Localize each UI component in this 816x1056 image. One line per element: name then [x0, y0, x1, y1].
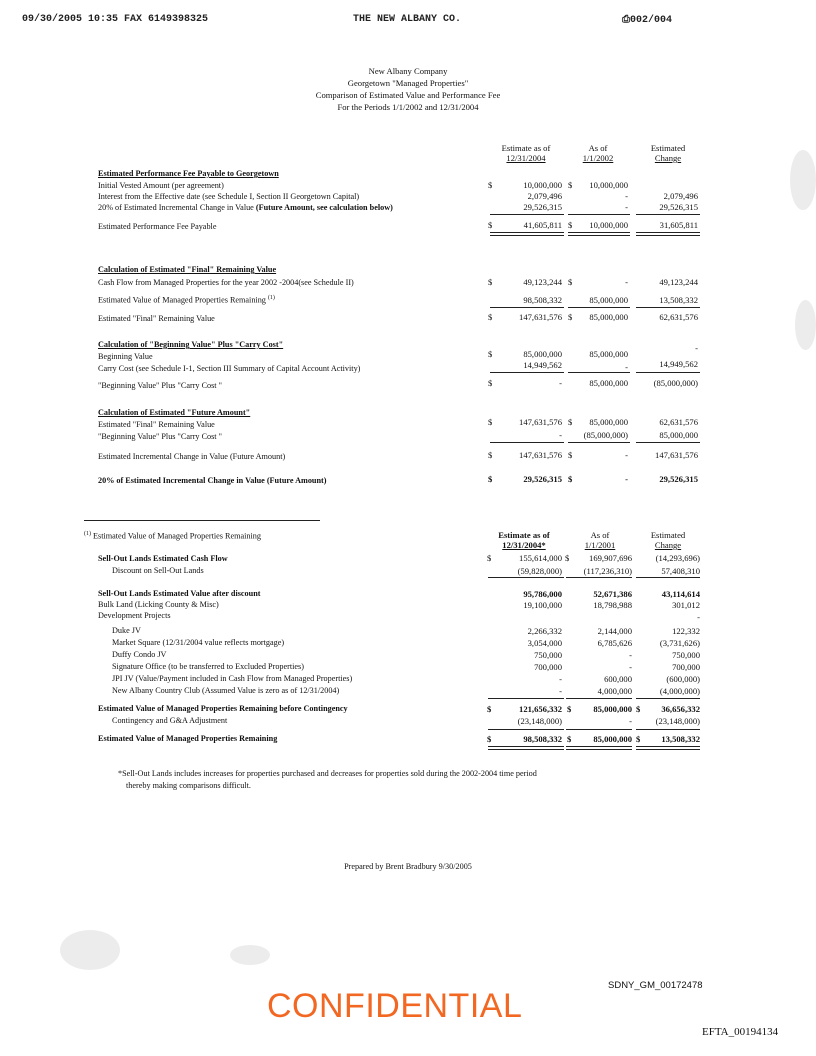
total-double-rule — [568, 232, 630, 236]
currency-sign: $ — [567, 704, 572, 714]
cell-c2: - — [625, 277, 628, 287]
cell-c2: 85,000,000 — [589, 417, 628, 427]
row-label: Carry Cost (see Schedule I-1, Section III Summary of Capital Account Activity) — [98, 364, 361, 373]
cell-c1: 49,123,244 — [523, 277, 562, 287]
total-double-rule — [636, 746, 700, 750]
currency-sign: $ — [488, 277, 493, 287]
cell-c2: 600,000 — [604, 674, 632, 684]
cell-c1: (23,148,000) — [517, 716, 562, 726]
footnote-heading: $^{(1)}$ Estimated Value of Managed Properties Remaining — [84, 531, 261, 541]
subtotal-rule — [568, 307, 630, 308]
subtotal-rule — [490, 442, 564, 443]
row-label: Cash Flow from Managed Properties for the year 2002 -2004(see Schedule II) — [98, 278, 354, 287]
cell-c3: 43,114,614 — [661, 589, 700, 599]
table-row-label: New Albany Country Club (Assumed Value is zero as of 12/31/2004) — [112, 686, 340, 695]
table-row-label: JPI JV (Value/Payment included in Cash Flow from Managed Properties) — [112, 674, 353, 683]
col3-header: Estimated Change — [650, 143, 686, 163]
cell-c1: - — [559, 430, 562, 440]
currency-sign: $ — [487, 734, 492, 744]
scan-smudge — [60, 930, 120, 970]
currency-sign: $ — [487, 704, 492, 714]
cell-c2: 10,000,000 — [589, 180, 628, 190]
currency-sign: $ — [568, 220, 573, 230]
cell-c1: 121,656,332 — [519, 704, 562, 714]
fn-col2-header: As of 1/1/2001 — [584, 530, 616, 550]
footnote-divider — [84, 520, 320, 521]
cell-c3: (4,000,000) — [659, 686, 700, 696]
currency-sign: $ — [488, 417, 493, 427]
cell-c2: - — [625, 450, 628, 460]
total-label: Estimated "Final" Remaining Value — [98, 314, 215, 323]
cell-c1: 29,526,315 — [523, 474, 562, 484]
cell-c1: 41,605,811 — [523, 220, 562, 230]
cell-c1: 98,508,332 — [523, 295, 562, 305]
confidential-stamp: CONFIDENTIAL — [267, 987, 523, 1025]
currency-sign: $ — [568, 180, 573, 190]
row-label: Initial Vested Amount (per agreement) — [98, 181, 224, 190]
currency-sign: $ — [488, 474, 493, 484]
cell-c1: 147,631,576 — [519, 312, 562, 322]
cell-c2: - — [629, 716, 632, 726]
row-label: Beginning Value — [98, 352, 153, 361]
cell-c1: - — [559, 686, 562, 696]
currency-sign: $ — [487, 553, 492, 563]
cell-c3: 62,631,576 — [659, 417, 698, 427]
subtotal-rule — [568, 372, 630, 373]
cell-c3: 147,631,576 — [655, 450, 698, 460]
table-row-label: Signature Office (to be transferred to Excluded Properties) — [112, 662, 304, 671]
table-row-label: Development Projects — [98, 611, 171, 620]
row-label: Interest from the Effective date (see Schedule I, Section II Georgetown Capital) — [98, 192, 360, 201]
currency-sign: $ — [488, 349, 493, 359]
scan-smudge — [790, 150, 816, 210]
cell-c3: (3,731,626) — [659, 638, 700, 648]
row-label: 20% of Estimated Incremental Change in Value (Future Amount) — [98, 476, 327, 485]
subtotal-rule — [488, 698, 564, 699]
subtotal-rule — [488, 577, 564, 578]
row-label: Estimated Incremental Change in Value (Future Amount) — [98, 452, 286, 461]
cell-c2: 85,000,000 — [589, 378, 628, 388]
subtotal-rule — [488, 729, 564, 730]
cell-c3: 57,408,310 — [661, 566, 700, 576]
subtotal-rule — [566, 729, 632, 730]
cell-c3: - — [695, 343, 698, 353]
cell-c3: (85,000,000) — [653, 378, 698, 388]
currency-sign: $ — [488, 220, 493, 230]
efta-number: EFTA_00194134 — [702, 1026, 779, 1038]
cell-c1: 155,614,000 — [519, 553, 562, 563]
cell-c3: 750,000 — [672, 650, 700, 660]
cell-c1: 3,054,000 — [527, 638, 562, 648]
fax-timestamp: 09/30/2005 10:35 FAX 6149398325 — [22, 14, 209, 25]
table-row-label: Discount on Sell-Out Lands — [112, 566, 204, 575]
currency-sign: $ — [488, 180, 493, 190]
cell-c3: - — [697, 612, 700, 622]
cell-c2: - — [625, 202, 628, 212]
cell-c3: 31,605,811 — [659, 220, 698, 230]
cell-c2: 18,798,988 — [593, 600, 632, 610]
cell-c3: 36,656,332 — [661, 704, 700, 714]
footnote-note: *Sell-Out Lands includes increases for properties purchased and decreases for properties sold during the 2002-2004 time period — [118, 769, 537, 778]
currency-sign: $ — [636, 704, 641, 714]
currency-sign: $ — [567, 734, 572, 744]
subtotal-rule — [568, 442, 630, 443]
currency-sign: $ — [636, 734, 641, 744]
cell-c1: 19,100,000 — [523, 600, 562, 610]
fn-col3-header: Estimated Change — [650, 530, 686, 550]
cell-c2: 2,144,000 — [597, 626, 632, 636]
currency-sign: $ — [568, 474, 573, 484]
cell-c1: 750,000 — [534, 650, 562, 660]
currency-sign: $ — [568, 277, 573, 287]
cell-c3: 29,526,315 — [659, 474, 698, 484]
cell-c3: 62,631,576 — [659, 312, 698, 322]
cell-c1: 147,631,576 — [519, 417, 562, 427]
cell-c3: 49,123,244 — [659, 277, 698, 287]
cell-c2: 52,671,386 — [593, 589, 632, 599]
table-row-label: Duffy Condo JV — [112, 650, 167, 659]
cell-c1: 95,786,000 — [523, 589, 562, 599]
currency-sign: $ — [568, 450, 573, 460]
footnote-note: thereby making comparisons difficult. — [126, 781, 251, 790]
cell-c2: 169,907,696 — [589, 553, 632, 563]
subtotal-rule — [490, 214, 564, 215]
currency-sign: $ — [565, 553, 570, 563]
subtotal-rule — [636, 698, 700, 699]
cell-c2: 85,000,000 — [589, 312, 628, 322]
subtotal-rule — [568, 214, 630, 215]
table-row-label: Market Square (12/31/2004 value reflects mortgage) — [112, 638, 285, 647]
subtotal-rule — [566, 577, 632, 578]
cell-c2: 85,000,000 — [593, 704, 632, 714]
currency-sign: $ — [488, 378, 493, 388]
subtotal-rule — [566, 698, 632, 699]
table-row-label: Contingency and G&A Adjustment — [112, 716, 228, 725]
cell-c1: - — [559, 378, 562, 388]
currency-sign: $ — [568, 417, 573, 427]
cell-c1: 2,266,332 — [527, 626, 562, 636]
total-double-rule — [566, 746, 632, 750]
title-line-3: Comparison of Estimated Value and Performance Fee — [315, 90, 501, 100]
currency-sign: $ — [488, 450, 493, 460]
cell-c1: 147,631,576 — [519, 450, 562, 460]
total-double-rule — [490, 232, 564, 236]
cell-c2: 10,000,000 — [589, 220, 628, 230]
total-double-rule — [636, 232, 700, 236]
cell-c3: 13,508,332 — [661, 734, 700, 744]
table-row-label: Sell-Out Lands Estimated Value after discount — [98, 589, 261, 598]
cell-c3: 29,526,315 — [659, 202, 698, 212]
fax-company: THE NEW ALBANY CO. — [353, 14, 462, 25]
row-label: 20% of Estimated Incremental Change in Value (Future Amount, see calculation below) — [98, 203, 393, 212]
cell-c1: 98,508,332 — [523, 734, 562, 744]
section-heading: Calculation of Estimated "Final" Remaining Value — [98, 265, 277, 274]
cell-c1: 14,949,562 — [523, 360, 562, 370]
subtotal-rule — [636, 214, 700, 215]
cell-c1: 29,526,315 — [523, 202, 562, 212]
row-label: Estimated "Final" Remaining Value — [98, 420, 215, 429]
table-row-label: Sell-Out Lands Estimated Cash Flow — [98, 554, 228, 563]
cell-c2: 85,000,000 — [589, 295, 628, 305]
cell-c2: (85,000,000) — [583, 430, 628, 440]
fax-page: ⎙002/004 — [622, 15, 673, 26]
cell-c3: 700,000 — [672, 662, 700, 672]
col2-header: As of 1/1/2002 — [582, 143, 614, 163]
cell-c3: 122,332 — [672, 626, 700, 636]
subtotal-rule — [636, 307, 700, 308]
cell-c2: 6,785,626 — [597, 638, 632, 648]
cell-c2: - — [629, 650, 632, 660]
row-label: Estimated Value of Managed Properties Remaining $^{(1)}$ — [98, 295, 275, 305]
cell-c1: (59,828,000) — [517, 566, 562, 576]
col1-header: Estimate as of 12/31/2004 — [501, 143, 551, 163]
cell-c2: 85,000,000 — [593, 734, 632, 744]
total-label: "Beginning Value" Plus "Carry Cost " — [98, 381, 222, 390]
table-row-label: Duke JV — [112, 626, 141, 635]
cell-c1: 2,079,496 — [527, 191, 562, 201]
section-heading: Calculation of "Beginning Value" Plus "Carry Cost" — [98, 340, 284, 349]
title-line-1: New Albany Company — [368, 66, 448, 76]
cell-c3: 2,079,496 — [663, 191, 698, 201]
cell-c3: (23,148,000) — [655, 716, 700, 726]
row-label: "Beginning Value" Plus "Carry Cost " — [98, 432, 222, 441]
table-row-label: Bulk Land (Licking County & Misc) — [98, 600, 219, 609]
title-line-4: For the Periods 1/1/2002 and 12/31/2004 — [337, 102, 479, 112]
cell-c1: 85,000,000 — [523, 349, 562, 359]
fn-col1-header: Estimate as of 12/31/2004* — [498, 530, 550, 550]
subtotal-rule — [490, 372, 564, 373]
fax-icon: ⎙ — [622, 15, 630, 26]
section-heading: Estimated Performance Fee Payable to Georgetown — [98, 169, 279, 178]
total-double-rule — [488, 746, 564, 750]
table-row-label: Estimated Value of Managed Properties Remaining — [98, 734, 278, 743]
cell-c2: - — [629, 662, 632, 672]
cell-c2: 85,000,000 — [589, 349, 628, 359]
cell-c2: (117,236,310) — [583, 566, 632, 576]
subtotal-rule — [490, 307, 564, 308]
scan-smudge — [230, 945, 270, 965]
section-heading: Calculation of Estimated "Future Amount" — [98, 408, 251, 417]
cell-c3: 301,012 — [672, 600, 700, 610]
cell-c3: 85,000,000 — [659, 430, 698, 440]
subtotal-rule — [636, 577, 700, 578]
scan-smudge — [795, 300, 816, 350]
table-row-label: Estimated Value of Managed Properties Remaining before Contingency — [98, 704, 348, 713]
total-label: Estimated Performance Fee Payable — [98, 222, 217, 231]
cell-c3: 13,508,332 — [659, 295, 698, 305]
cell-c1: 10,000,000 — [523, 180, 562, 190]
cell-c3: 14,949,562 — [659, 359, 698, 369]
subtotal-rule — [636, 442, 700, 443]
cell-c3: (600,000) — [666, 674, 700, 684]
cell-c2: - — [625, 362, 628, 372]
subtotal-rule — [636, 372, 700, 373]
currency-sign: $ — [568, 312, 573, 322]
cell-c1: - — [559, 674, 562, 684]
prepared-by: Prepared by Brent Bradbury 9/30/2005 — [344, 862, 472, 871]
cell-c2: - — [625, 191, 628, 201]
cell-c2: 4,000,000 — [597, 686, 632, 696]
cell-c3: (14,293,696) — [655, 553, 700, 563]
bates-number: SDNY_GM_00172478 — [608, 980, 703, 991]
cell-c1: 700,000 — [534, 662, 562, 672]
subtotal-rule — [636, 729, 700, 730]
currency-sign: $ — [488, 312, 493, 322]
title-line-2: Georgetown "Managed Properties" — [347, 78, 469, 88]
cell-c2: - — [625, 474, 628, 484]
